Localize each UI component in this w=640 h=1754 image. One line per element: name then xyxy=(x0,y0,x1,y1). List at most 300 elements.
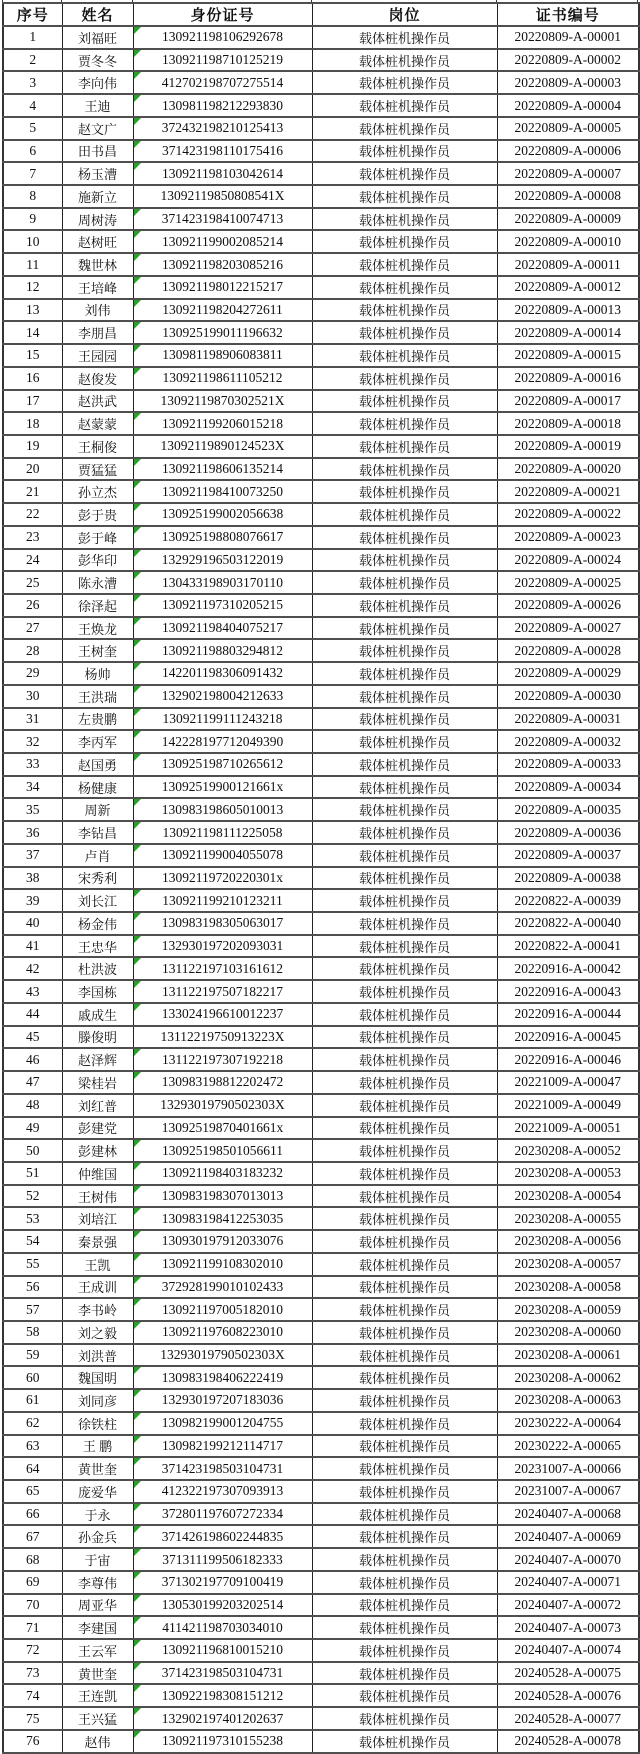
text-format-marker-icon xyxy=(134,118,141,125)
certificate-cell: 20240407-A-00069 xyxy=(497,1525,639,1548)
id-number-cell: 372928199010102433 xyxy=(133,1276,312,1299)
name-cell: 王忠华 xyxy=(62,935,133,958)
certificate-cell: 20220809-A-00033 xyxy=(497,753,639,776)
serial-cell: 16 xyxy=(3,367,62,390)
serial-cell: 2 xyxy=(3,49,62,72)
position-cell: 载体桩机操作员 xyxy=(312,1026,497,1049)
text-format-marker-icon xyxy=(134,27,141,34)
serial-cell: 1 xyxy=(3,26,62,49)
id-number-cell: 130921198410073250 xyxy=(133,480,312,503)
id-number-cell: 371423198110175416 xyxy=(133,140,312,163)
id-number-cell: 130983198307013013 xyxy=(133,1185,312,1208)
certificate-cell: 20220809-A-00034 xyxy=(497,776,639,799)
serial-cell: 51 xyxy=(3,1162,62,1185)
id-number-cell: 13112219750913223X xyxy=(133,1026,312,1049)
serial-cell: 24 xyxy=(3,549,62,572)
id-number-cell: 372432198210125413 xyxy=(133,117,312,140)
name-cell: 贾冬冬 xyxy=(62,49,133,72)
name-cell: 滕俊明 xyxy=(62,1026,133,1049)
table-row xyxy=(3,162,639,185)
id-number-cell: 130925199002056638 xyxy=(133,503,312,526)
id-number-cell: 130925198501056611 xyxy=(133,1139,312,1162)
position-cell: 载体桩机操作员 xyxy=(312,367,497,390)
id-number-cell: 130921198203085216 xyxy=(133,253,312,276)
name-cell: 刘洪普 xyxy=(62,1344,133,1367)
id-number-cell: 130921198106292678 xyxy=(133,26,312,49)
header-id-number: 身份证号 xyxy=(133,3,312,26)
serial-cell: 31 xyxy=(3,708,62,731)
name-cell: 刘长江 xyxy=(62,889,133,912)
serial-cell: 37 xyxy=(3,844,62,867)
certificate-cell: 20220809-A-00028 xyxy=(497,639,639,662)
text-format-marker-icon xyxy=(134,1186,141,1193)
id-number-cell: 130921198204272611 xyxy=(133,299,312,322)
id-number-cell: 132929196503122019 xyxy=(133,549,312,572)
table-row xyxy=(3,889,639,912)
table-row xyxy=(3,94,639,117)
serial-cell: 60 xyxy=(3,1366,62,1389)
text-format-marker-icon xyxy=(134,368,141,375)
position-cell: 载体桩机操作员 xyxy=(312,1117,497,1140)
table-row xyxy=(3,140,639,163)
position-cell: 载体桩机操作员 xyxy=(312,821,497,844)
id-number-cell: 371423198503104731 xyxy=(133,1457,312,1480)
text-format-marker-icon xyxy=(134,1572,141,1579)
id-number-cell: 130921199111243218 xyxy=(133,708,312,731)
position-cell: 载体桩机操作员 xyxy=(312,1071,497,1094)
serial-cell: 18 xyxy=(3,412,62,435)
name-cell: 赵洪武 xyxy=(62,390,133,413)
table-row xyxy=(3,71,639,94)
serial-cell: 63 xyxy=(3,1435,62,1458)
position-cell: 载体桩机操作员 xyxy=(312,412,497,435)
position-cell: 载体桩机操作员 xyxy=(312,1684,497,1707)
position-cell: 载体桩机操作员 xyxy=(312,798,497,821)
table-row xyxy=(3,1139,639,1162)
name-cell: 贾猛猛 xyxy=(62,458,133,481)
certificate-cell: 20231007-A-00066 xyxy=(497,1457,639,1480)
table-row xyxy=(3,26,639,49)
name-cell: 李建国 xyxy=(62,1616,133,1639)
serial-cell: 12 xyxy=(3,276,62,299)
certificate-cell: 20220809-A-00036 xyxy=(497,821,639,844)
certificate-cell: 20230208-A-00059 xyxy=(497,1298,639,1321)
table-row xyxy=(3,1162,639,1185)
serial-cell: 23 xyxy=(3,526,62,549)
serial-cell: 49 xyxy=(3,1117,62,1140)
name-cell: 王连凯 xyxy=(62,1684,133,1707)
text-format-marker-icon xyxy=(134,163,141,170)
text-format-marker-icon xyxy=(134,1617,141,1624)
serial-cell: 14 xyxy=(3,321,62,344)
text-format-marker-icon xyxy=(134,663,141,670)
certificate-cell: 20240407-A-00070 xyxy=(497,1548,639,1571)
text-format-marker-icon xyxy=(134,936,141,943)
serial-cell: 54 xyxy=(3,1230,62,1253)
certificate-cell: 20230208-A-00060 xyxy=(497,1321,639,1344)
text-format-marker-icon xyxy=(134,504,141,511)
name-cell: 黄世奎 xyxy=(62,1457,133,1480)
certificate-cell: 20230208-A-00056 xyxy=(497,1230,639,1253)
table-row xyxy=(3,594,639,617)
table-row xyxy=(3,1344,639,1367)
serial-cell: 5 xyxy=(3,117,62,140)
name-cell: 李朋昌 xyxy=(62,321,133,344)
name-cell: 李书岭 xyxy=(62,1298,133,1321)
position-cell: 载体桩机操作员 xyxy=(312,1048,497,1071)
id-number-cell: 130925198808076617 xyxy=(133,526,312,549)
table-row xyxy=(3,549,639,572)
table-row xyxy=(3,458,639,481)
position-cell: 载体桩机操作员 xyxy=(312,344,497,367)
certificate-cell: 20240528-A-00076 xyxy=(497,1684,639,1707)
position-cell: 载体桩机操作员 xyxy=(312,208,497,231)
position-cell: 载体桩机操作员 xyxy=(312,1094,497,1117)
certificate-cell: 20220809-A-00017 xyxy=(497,390,639,413)
certificate-cell: 20240528-A-00075 xyxy=(497,1662,639,1685)
text-format-marker-icon xyxy=(134,1208,141,1215)
name-cell: 王桐俊 xyxy=(62,435,133,458)
table-row xyxy=(3,1185,639,1208)
id-number-cell: 130921198111225058 xyxy=(133,821,312,844)
certificate-cell: 20230208-A-00058 xyxy=(497,1276,639,1299)
serial-cell: 65 xyxy=(3,1480,62,1503)
table-row xyxy=(3,1457,639,1480)
serial-cell: 28 xyxy=(3,639,62,662)
position-cell: 载体桩机操作员 xyxy=(312,1730,497,1753)
id-number-cell: 130921197005182010 xyxy=(133,1298,312,1321)
name-cell: 施新立 xyxy=(62,185,133,208)
serial-cell: 6 xyxy=(3,140,62,163)
text-format-marker-icon xyxy=(134,231,141,238)
text-format-marker-icon xyxy=(134,254,141,261)
serial-cell: 36 xyxy=(3,821,62,844)
position-cell: 载体桩机操作员 xyxy=(312,299,497,322)
serial-cell: 39 xyxy=(3,889,62,912)
table-row xyxy=(3,1389,639,1412)
text-format-marker-icon xyxy=(134,141,141,148)
position-cell: 载体桩机操作员 xyxy=(312,1366,497,1389)
id-number-cell: 130530199203202514 xyxy=(133,1594,312,1617)
id-number-cell: 13092519870401661x xyxy=(133,1117,312,1140)
certificate-cell: 20220916-A-00045 xyxy=(497,1026,639,1049)
name-cell: 王洪瑞 xyxy=(62,685,133,708)
name-cell: 李丙军 xyxy=(62,730,133,753)
position-cell: 载体桩机操作员 xyxy=(312,662,497,685)
name-cell: 杨玉漕 xyxy=(62,162,133,185)
position-cell: 载体桩机操作员 xyxy=(312,889,497,912)
name-cell: 王迪 xyxy=(62,94,133,117)
serial-cell: 41 xyxy=(3,935,62,958)
certificate-cell: 20220809-A-00027 xyxy=(497,617,639,640)
position-cell: 载体桩机操作员 xyxy=(312,685,497,708)
certificate-cell: 20220809-A-00004 xyxy=(497,94,639,117)
header-serial: 序号 xyxy=(3,3,62,26)
name-cell: 李尊伟 xyxy=(62,1571,133,1594)
header-row xyxy=(3,3,639,26)
id-number-cell: 130921199002085214 xyxy=(133,230,312,253)
table-row xyxy=(3,1435,639,1458)
certificate-cell: 20230222-A-00064 xyxy=(497,1412,639,1435)
name-cell: 王云军 xyxy=(62,1639,133,1662)
position-cell: 载体桩机操作员 xyxy=(312,1503,497,1526)
text-format-marker-icon xyxy=(134,595,141,602)
id-number-cell: 412702198707275514 xyxy=(133,71,312,94)
certificate-cell: 20220809-A-00009 xyxy=(497,208,639,231)
certificate-cell: 20220809-A-00003 xyxy=(497,71,639,94)
position-cell: 载体桩机操作员 xyxy=(312,321,497,344)
id-number-cell: 130433198903170110 xyxy=(133,571,312,594)
name-cell: 王树奎 xyxy=(62,639,133,662)
id-number-cell: 411421198703034010 xyxy=(133,1616,312,1639)
id-number-cell: 372801197607272334 xyxy=(133,1503,312,1526)
text-format-marker-icon xyxy=(134,481,141,488)
serial-cell: 42 xyxy=(3,957,62,980)
certificate-cell: 20240407-A-00073 xyxy=(497,1616,639,1639)
text-format-marker-icon xyxy=(134,50,141,57)
position-cell: 载体桩机操作员 xyxy=(312,639,497,662)
serial-cell: 19 xyxy=(3,435,62,458)
table-row xyxy=(3,685,639,708)
id-number-cell: 130921199206015218 xyxy=(133,412,312,435)
certificate-cell: 20240407-A-00072 xyxy=(497,1594,639,1617)
header-name: 姓名 xyxy=(62,3,133,26)
text-format-marker-icon xyxy=(134,1390,141,1397)
serial-cell: 44 xyxy=(3,1003,62,1026)
text-format-marker-icon xyxy=(134,459,141,466)
text-format-marker-icon xyxy=(134,413,141,420)
certificate-cell: 20240528-A-00078 xyxy=(497,1730,639,1753)
id-number-cell: 412322197307093913 xyxy=(133,1480,312,1503)
id-number-cell: 130921196810015210 xyxy=(133,1639,312,1662)
name-cell: 王培峰 xyxy=(62,276,133,299)
name-cell: 于永 xyxy=(62,1503,133,1526)
certificate-cell: 20220809-A-00026 xyxy=(497,594,639,617)
position-cell: 载体桩机操作员 xyxy=(312,71,497,94)
position-cell: 载体桩机操作员 xyxy=(312,94,497,117)
serial-cell: 75 xyxy=(3,1707,62,1730)
name-cell: 徐泽起 xyxy=(62,594,133,617)
serial-cell: 71 xyxy=(3,1616,62,1639)
position-cell: 载体桩机操作员 xyxy=(312,1480,497,1503)
certificate-cell: 20220809-A-00030 xyxy=(497,685,639,708)
text-format-marker-icon xyxy=(134,1367,141,1374)
position-cell: 载体桩机操作员 xyxy=(312,390,497,413)
table-row xyxy=(3,321,639,344)
text-format-marker-icon xyxy=(134,981,141,988)
certificate-cell: 20220809-A-00025 xyxy=(497,571,639,594)
certificate-cell: 20221009-A-00049 xyxy=(497,1094,639,1117)
position-cell: 载体桩机操作员 xyxy=(312,503,497,526)
certificate-cell: 20230208-A-00062 xyxy=(497,1366,639,1389)
certificate-cell: 20220809-A-00002 xyxy=(497,49,639,72)
certificate-cell: 20220809-A-00021 xyxy=(497,480,639,503)
table-row xyxy=(3,1094,639,1117)
id-number-cell: 13092119890124523X xyxy=(133,435,312,458)
table-row xyxy=(3,753,639,776)
serial-cell: 15 xyxy=(3,344,62,367)
id-number-cell: 130925198710265612 xyxy=(133,753,312,776)
position-cell: 载体桩机操作员 xyxy=(312,1321,497,1344)
serial-cell: 33 xyxy=(3,753,62,776)
name-cell: 左贵鹏 xyxy=(62,708,133,731)
name-cell: 王凯 xyxy=(62,1253,133,1276)
position-cell: 载体桩机操作员 xyxy=(312,276,497,299)
text-format-marker-icon xyxy=(134,1254,141,1261)
name-cell: 李钻昌 xyxy=(62,821,133,844)
text-format-marker-icon xyxy=(134,1731,141,1738)
text-format-marker-icon xyxy=(134,1595,141,1602)
table-row xyxy=(3,844,639,867)
table-row xyxy=(3,1684,639,1707)
id-number-cell: 130983198605010013 xyxy=(133,798,312,821)
text-format-marker-icon xyxy=(134,527,141,534)
certificate-cell: 20220809-A-00006 xyxy=(497,140,639,163)
serial-cell: 56 xyxy=(3,1276,62,1299)
name-cell: 王焕龙 xyxy=(62,617,133,640)
table-row xyxy=(3,299,639,322)
position-cell: 载体桩机操作员 xyxy=(312,1594,497,1617)
position-cell: 载体桩机操作员 xyxy=(312,26,497,49)
text-format-marker-icon xyxy=(134,754,141,761)
serial-cell: 57 xyxy=(3,1298,62,1321)
certificate-cell: 20220809-A-00013 xyxy=(497,299,639,322)
position-cell: 载体桩机操作员 xyxy=(312,1344,497,1367)
certificate-cell: 20240528-A-00077 xyxy=(497,1707,639,1730)
table-row xyxy=(3,639,639,662)
certificate-cell: 20220809-A-00038 xyxy=(497,867,639,890)
table-row xyxy=(3,708,639,731)
text-format-marker-icon xyxy=(134,1004,141,1011)
serial-cell: 47 xyxy=(3,1071,62,1094)
serial-cell: 34 xyxy=(3,776,62,799)
table-row xyxy=(3,617,639,640)
text-format-marker-icon xyxy=(134,550,141,557)
certificate-cell: 20230208-A-00061 xyxy=(497,1344,639,1367)
table-row xyxy=(3,435,639,458)
certificate-cell: 20230208-A-00057 xyxy=(497,1253,639,1276)
table-row xyxy=(3,1207,639,1230)
table-row xyxy=(3,1253,639,1276)
table-row xyxy=(3,1594,639,1617)
position-cell: 载体桩机操作员 xyxy=(312,935,497,958)
id-number-cell: 371423198410074713 xyxy=(133,208,312,231)
id-number-cell: 130983198412253035 xyxy=(133,1207,312,1230)
certificate-cell: 20220809-A-00037 xyxy=(497,844,639,867)
text-format-marker-icon xyxy=(134,1708,141,1715)
table-row xyxy=(3,1639,639,1662)
position-cell: 载体桩机操作员 xyxy=(312,594,497,617)
name-cell: 彭于贵 xyxy=(62,503,133,526)
id-number-cell: 13092119720220301x xyxy=(133,867,312,890)
name-cell: 卢肖 xyxy=(62,844,133,867)
text-format-marker-icon xyxy=(134,709,141,716)
position-cell: 载体桩机操作员 xyxy=(312,1639,497,1662)
serial-cell: 72 xyxy=(3,1639,62,1662)
table-row xyxy=(3,1571,639,1594)
table-row xyxy=(3,185,639,208)
table-row xyxy=(3,208,639,231)
certificate-cell: 20240407-A-00074 xyxy=(497,1639,639,1662)
id-number-cell: 130921198611105212 xyxy=(133,367,312,390)
certificate-cell: 20220916-A-00044 xyxy=(497,1003,639,1026)
certificate-cell: 20220809-A-00032 xyxy=(497,730,639,753)
table-row xyxy=(3,1298,639,1321)
text-format-marker-icon xyxy=(134,822,141,829)
id-number-cell: 130921198404075217 xyxy=(133,617,312,640)
serial-cell: 11 xyxy=(3,253,62,276)
serial-cell: 52 xyxy=(3,1185,62,1208)
position-cell: 载体桩机操作员 xyxy=(312,1435,497,1458)
serial-cell: 59 xyxy=(3,1344,62,1367)
text-format-marker-icon xyxy=(134,890,141,897)
serial-cell: 74 xyxy=(3,1684,62,1707)
serial-cell: 48 xyxy=(3,1094,62,1117)
name-cell: 王 鹏 xyxy=(62,1435,133,1458)
serial-cell: 9 xyxy=(3,208,62,231)
text-format-marker-icon xyxy=(134,913,141,920)
id-number-cell: 130921199004055078 xyxy=(133,844,312,867)
certificate-roster-table xyxy=(2,2,640,1754)
position-cell: 载体桩机操作员 xyxy=(312,571,497,594)
serial-cell: 53 xyxy=(3,1207,62,1230)
serial-cell: 40 xyxy=(3,912,62,935)
position-cell: 载体桩机操作员 xyxy=(312,1548,497,1571)
certificate-cell: 20230208-A-00055 xyxy=(497,1207,639,1230)
serial-cell: 58 xyxy=(3,1321,62,1344)
certificate-cell: 20220809-A-00010 xyxy=(497,230,639,253)
name-cell: 黄世奎 xyxy=(62,1662,133,1685)
serial-cell: 30 xyxy=(3,685,62,708)
text-format-marker-icon xyxy=(134,1322,141,1329)
serial-cell: 55 xyxy=(3,1253,62,1276)
id-number-cell: 371423198503104731 xyxy=(133,1662,312,1685)
id-number-cell: 133024196610012237 xyxy=(133,1003,312,1026)
table-row xyxy=(3,1071,639,1094)
table-row xyxy=(3,662,639,685)
serial-cell: 70 xyxy=(3,1594,62,1617)
name-cell: 周树涛 xyxy=(62,208,133,231)
position-cell: 载体桩机操作员 xyxy=(312,1139,497,1162)
name-cell: 杨健康 xyxy=(62,776,133,799)
text-format-marker-icon xyxy=(134,1299,141,1306)
text-format-marker-icon xyxy=(134,845,141,852)
serial-cell: 68 xyxy=(3,1548,62,1571)
position-cell: 载体桩机操作员 xyxy=(312,1707,497,1730)
name-cell: 王兴猛 xyxy=(62,1707,133,1730)
name-cell: 王成训 xyxy=(62,1276,133,1299)
serial-cell: 46 xyxy=(3,1048,62,1071)
id-number-cell: 130921199210123211 xyxy=(133,889,312,912)
table-row xyxy=(3,412,639,435)
id-number-cell: 13293019790502303X xyxy=(133,1094,312,1117)
id-number-cell: 132930197207183036 xyxy=(133,1389,312,1412)
position-cell: 载体桩机操作员 xyxy=(312,753,497,776)
serial-cell: 67 xyxy=(3,1525,62,1548)
name-cell: 赵国勇 xyxy=(62,753,133,776)
position-cell: 载体桩机操作员 xyxy=(312,253,497,276)
id-number-cell: 13092519900121661x xyxy=(133,776,312,799)
id-number-cell: 131122197507182217 xyxy=(133,980,312,1003)
id-number-cell: 130983198406222419 xyxy=(133,1366,312,1389)
name-cell: 秦景强 xyxy=(62,1230,133,1253)
text-format-marker-icon xyxy=(134,799,141,806)
position-cell: 载体桩机操作员 xyxy=(312,1207,497,1230)
position-cell: 载体桩机操作员 xyxy=(312,1389,497,1412)
name-cell: 庞爱华 xyxy=(62,1480,133,1503)
certificate-cell: 20220809-A-00007 xyxy=(497,162,639,185)
position-cell: 载体桩机操作员 xyxy=(312,957,497,980)
